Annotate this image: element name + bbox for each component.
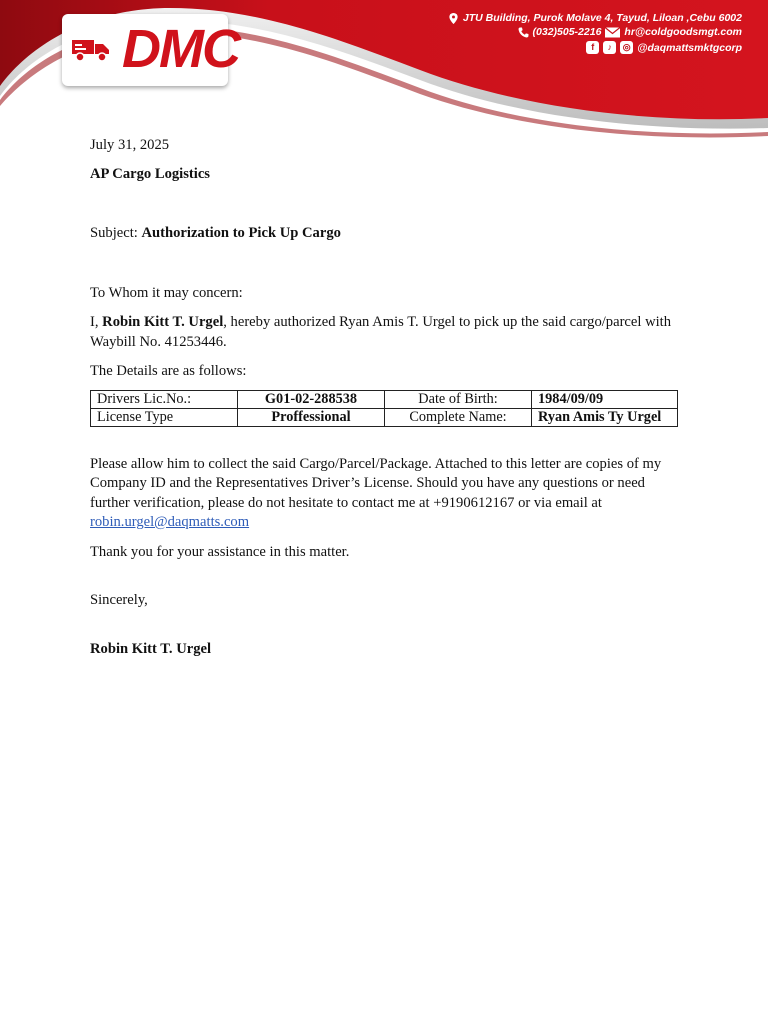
address-text: JTU Building, Purok Molave 4, Tayud, Liloan ,Cebu 6002 bbox=[462, 12, 742, 24]
table-cell: Complete Name: bbox=[385, 408, 532, 426]
email-text: hr@coldgoodsmgt.com bbox=[624, 26, 742, 38]
social-line bbox=[586, 41, 742, 54]
location-pin-icon bbox=[448, 13, 459, 24]
recipient-company: AP Cargo Logistics bbox=[90, 165, 210, 182]
facebook-icon: f bbox=[586, 41, 599, 54]
signer-name: Robin Kitt T. Urgel bbox=[90, 640, 212, 657]
request-paragraph bbox=[90, 455, 680, 533]
details-label: The Details are as follows: bbox=[90, 363, 247, 379]
phone-email-line bbox=[518, 26, 742, 38]
table-cell: G01-02-288538 bbox=[238, 390, 385, 408]
table-cell: Date of Birth: bbox=[385, 390, 532, 408]
truck-icon bbox=[72, 36, 110, 62]
intro-paragraph bbox=[90, 313, 680, 352]
phone-text: (032)505-2216 bbox=[532, 26, 602, 38]
table-row bbox=[91, 390, 678, 408]
table-cell: Drivers Lic.No.: bbox=[91, 390, 238, 408]
greeting: To Whom it may concern: bbox=[90, 284, 243, 301]
logo-wordmark: DMC bbox=[122, 19, 239, 79]
instagram-icon: ◎ bbox=[620, 41, 633, 54]
phone-icon bbox=[518, 27, 529, 38]
details-table bbox=[90, 390, 678, 427]
request-text: Please allow him to collect the said Cargo/Parcel/Package. Attached to this letter are copies of my Company ID and the Representatives Driver’s License. Should you have any questions or need further verification, please do not hesitate to contact me at +9190612167 or via email at bbox=[90, 455, 662, 511]
letter-date: July 31, 2025 bbox=[90, 137, 170, 153]
company-logo bbox=[62, 14, 239, 86]
subject-line bbox=[90, 224, 680, 244]
table-cell: Ryan Amis Ty Urgel bbox=[532, 408, 678, 426]
intro-prefix: I, bbox=[90, 314, 103, 330]
table-cell: 1984/09/09 bbox=[532, 390, 678, 408]
tiktok-icon: ♪ bbox=[603, 41, 616, 54]
table-cell: Proffessional bbox=[238, 408, 385, 426]
mail-icon bbox=[605, 27, 620, 38]
contact-email-link[interactable]: robin.urgel@daqmatts.com bbox=[90, 514, 250, 530]
social-handle-text: @daqmattsmktgcorp bbox=[637, 41, 742, 54]
thanks-line: Thank you for your assistance in this matter. bbox=[90, 543, 350, 560]
subject-label: Subject: bbox=[90, 225, 142, 241]
table-row bbox=[91, 408, 678, 426]
address-line bbox=[448, 12, 742, 24]
intro-rest: , hereby authorized Ryan Amis T. Urgel to pick up the said cargo/parcel with Waybill No. 41253446. bbox=[90, 314, 672, 350]
subject-text: Authorization to Pick Up Cargo bbox=[141, 225, 341, 241]
table-cell: License Type bbox=[91, 408, 238, 426]
letter-body bbox=[90, 136, 680, 659]
intro-name: Robin Kitt T. Urgel bbox=[102, 314, 224, 330]
closing-line: Sincerely, bbox=[90, 592, 148, 608]
